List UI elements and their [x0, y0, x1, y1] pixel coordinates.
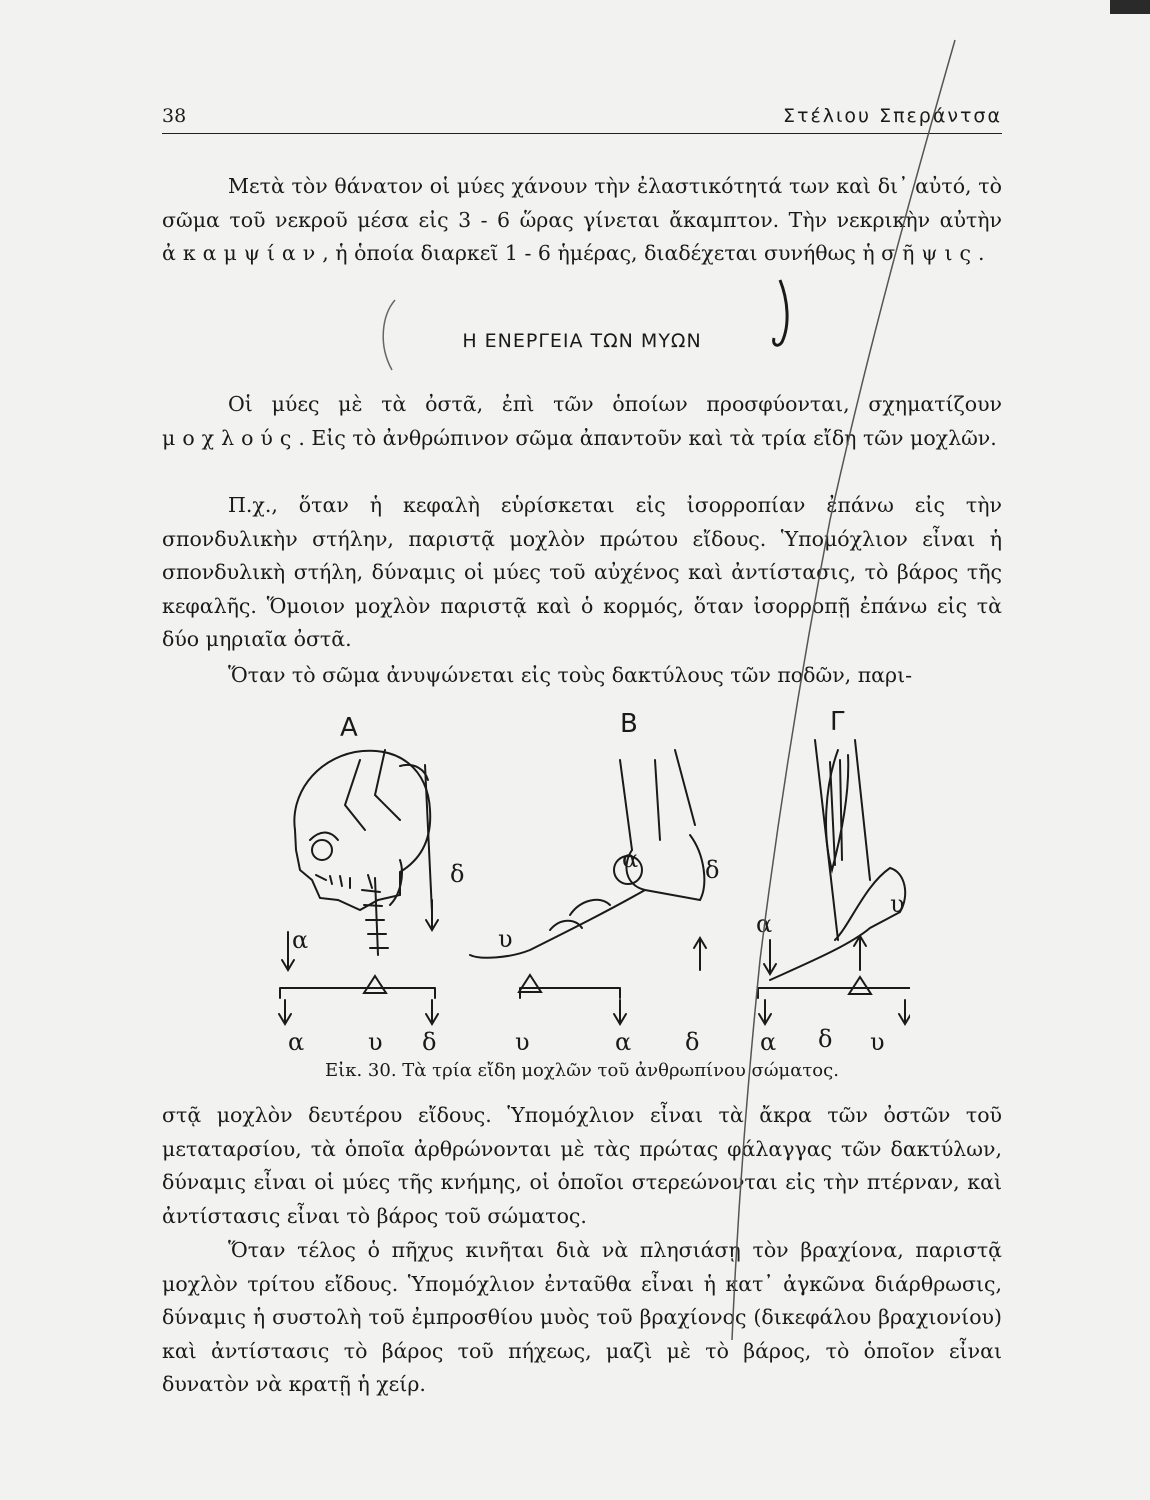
- running-head: Στέλιου Σπεράντσα: [783, 105, 1002, 127]
- lever-g-down-arrow-left: [759, 1000, 771, 1024]
- sym-alpha-g: α: [756, 910, 773, 938]
- fulcrum-triangle-a: [364, 976, 386, 993]
- sym-delta-g-bottom: δ: [818, 1025, 833, 1053]
- p1-text-a: Μετὰ τὸν θάνατον οἱ μύες χάνουν τὴν ἐλαστικότητά των καὶ δι᾿ αὐτό, τὸ σῶμα τοῦ νεκροῦ μέσα εἰς 3 - 6 ὥρας γίνεται ἄκαμπτον. Τὴν νεκρικὴν αὐτὴν: [162, 174, 1002, 232]
- p2-text-b: . Εἰς τὸ ἀνθρώπινον σῶμα ἀπαντοῦν καὶ τὰ τρία εἴδη τῶν μοχλῶν.: [298, 425, 997, 450]
- sym-alpha-b-bottom: α: [615, 1028, 632, 1056]
- sym-alpha-b: α: [622, 845, 639, 873]
- sym-delta-b: δ: [705, 856, 720, 884]
- sym-alpha-g-bottom: α: [760, 1028, 777, 1056]
- page-header: [162, 103, 1002, 134]
- paragraph-levers: [162, 388, 1002, 455]
- paragraph-head-lever: Π.χ., ὅταν ἡ κεφαλὴ εὑρίσκεται εἰς ἰσορροπίαν ἐπάνω εἰς τὴν σπονδυλικὴν στήλην, παριστᾷ μοχλὸν πρώτου εἴδους. Ὑπομόχλιον εἶναι ἡ σπονδυλικὴ στήλη, δύναμις οἱ μύες τοῦ αὐχένος καὶ ἀντίστασις, τὸ βάρος τῆς κεφαλῆς. Ὅμοιον μοχλὸν παριστᾷ καὶ ὁ κορμός, ὅταν ἰσορροπῇ ἐπάνω εἰς τὰ δύο μηριαῖα ὀστᾶ.: [162, 493, 1002, 651]
- lever-b-down-arrow: [614, 1000, 626, 1024]
- term-sipsis: σῆψις: [881, 241, 978, 265]
- lever-g-down-arrow-right: [899, 1000, 910, 1024]
- lever-a-force-line-2: [425, 765, 432, 912]
- figure-caption: Εἰκ. 30. Τὰ τρία εἴδη μοχλῶν τοῦ ἀνθρωπίνου σώματος.: [325, 1060, 839, 1081]
- sym-upsilon-b-bottom: υ: [515, 1028, 530, 1056]
- sym-alpha-a-bottom: α: [288, 1028, 305, 1056]
- figure-label-a: Α: [340, 713, 358, 743]
- sym-delta-b-bottom: δ: [685, 1028, 700, 1056]
- figure-label-b: Β: [620, 709, 638, 739]
- paragraph-toes-start: Ὅταν τὸ σῶμα ἀνυψώνεται εἰς τοὺς δακτύλους τῶν ποδῶν, παρι-: [228, 663, 913, 687]
- lever-g-up-arrow: [854, 936, 866, 970]
- section-heading: Η ΕΝΕΡΓΕΙΑ ΤΩΝ ΜΥΩΝ: [462, 330, 702, 352]
- sym-upsilon-a-bottom: υ: [368, 1028, 383, 1056]
- term-akampsia: ἀκαμψίαν: [162, 241, 323, 265]
- lever-g-bar: [758, 988, 910, 998]
- term-mochlous: μοχλούς: [162, 425, 299, 450]
- lever-a-bar: [280, 988, 435, 998]
- p1-text-b: , ἡ ὁποία διαρκεῖ 1 - 6 ἡμέρας, διαδέχεται συνήθως ἡ: [322, 241, 882, 265]
- lever-a-down-arrow-left: [279, 1000, 291, 1024]
- page-number: 38: [162, 105, 187, 127]
- lever-figure: [250, 700, 910, 1060]
- skull-illustration: [294, 750, 430, 910]
- lever-diagrams: [250, 700, 910, 1060]
- fulcrum-triangle-g: [849, 977, 871, 994]
- lever-b-up-arrow: [694, 938, 706, 970]
- lever-a-down-arrow-right: [426, 1000, 438, 1024]
- sym-upsilon-g-bottom: υ: [870, 1028, 885, 1056]
- p1-text-c: .: [978, 241, 985, 265]
- paragraph-toes-cont: στᾷ μοχλὸν δευτέρου εἴδους. Ὑπομόχλιον εἶναι τὰ ἄκρα τῶν ὀστῶν τοῦ μεταταρσίου, τὰ ὁποῖα ἀρθρώνονται μὲ τὰς πρώτας φάλαγγας τῶν δακτύλων, δύναμις εἶναι οἱ μύες τῆς κνήμης, οἱ ὁποῖοι στερεώνονται εἰς τὴν πτέρναν, καὶ ἀντίστασις εἶναι τὸ βάρος τοῦ σώματος.: [162, 1103, 1002, 1228]
- lever-a-delta-arrow: [426, 900, 438, 930]
- figure-label-g: Γ: [830, 707, 845, 737]
- sym-alpha-a: α: [292, 926, 309, 954]
- sym-delta-a: δ: [450, 860, 465, 888]
- lever-g-alpha-arrow: [764, 940, 776, 974]
- spine-illustration: [362, 875, 388, 955]
- fulcrum-triangle-b: [519, 975, 541, 992]
- paragraph-forearm-lever: Ὅταν τέλος ὁ πῆχυς κινῆται διὰ νὰ πλησιάσῃ τὸν βραχίονα, παριστᾷ μοχλὸν τρίτου εἴδους. Ὑπομόχλιον ἐνταῦθα εἶναι ἡ κατ᾿ ἀγκῶνα διάρθρωσις, δύναμις ἡ συστολὴ τοῦ ἐμπροσθίου μυὸς τοῦ βραχίονος (δικεφάλου βραχιονίου) καὶ ἀντίστασις τὸ βάρος τοῦ πήχεως, μαζὶ μὲ τὸ βάρος, τὸ ὁποῖον εἶναι δυνατὸν νὰ κρατῇ ἡ χείρ.: [162, 1238, 1002, 1396]
- scan-corner-mark: [1110, 0, 1150, 14]
- sym-delta-a-bottom: δ: [422, 1028, 437, 1056]
- p2-text-a: Οἱ μύες μὲ τὰ ὀστᾶ, ἐπὶ τῶν ὁποίων προσφύονται, σχηματίζουν: [228, 392, 1002, 416]
- sym-upsilon-b: υ: [498, 925, 513, 953]
- paragraph-rigor-mortis: [162, 170, 1002, 271]
- arm-illustration: [770, 740, 905, 980]
- sym-upsilon-g: υ: [890, 890, 905, 918]
